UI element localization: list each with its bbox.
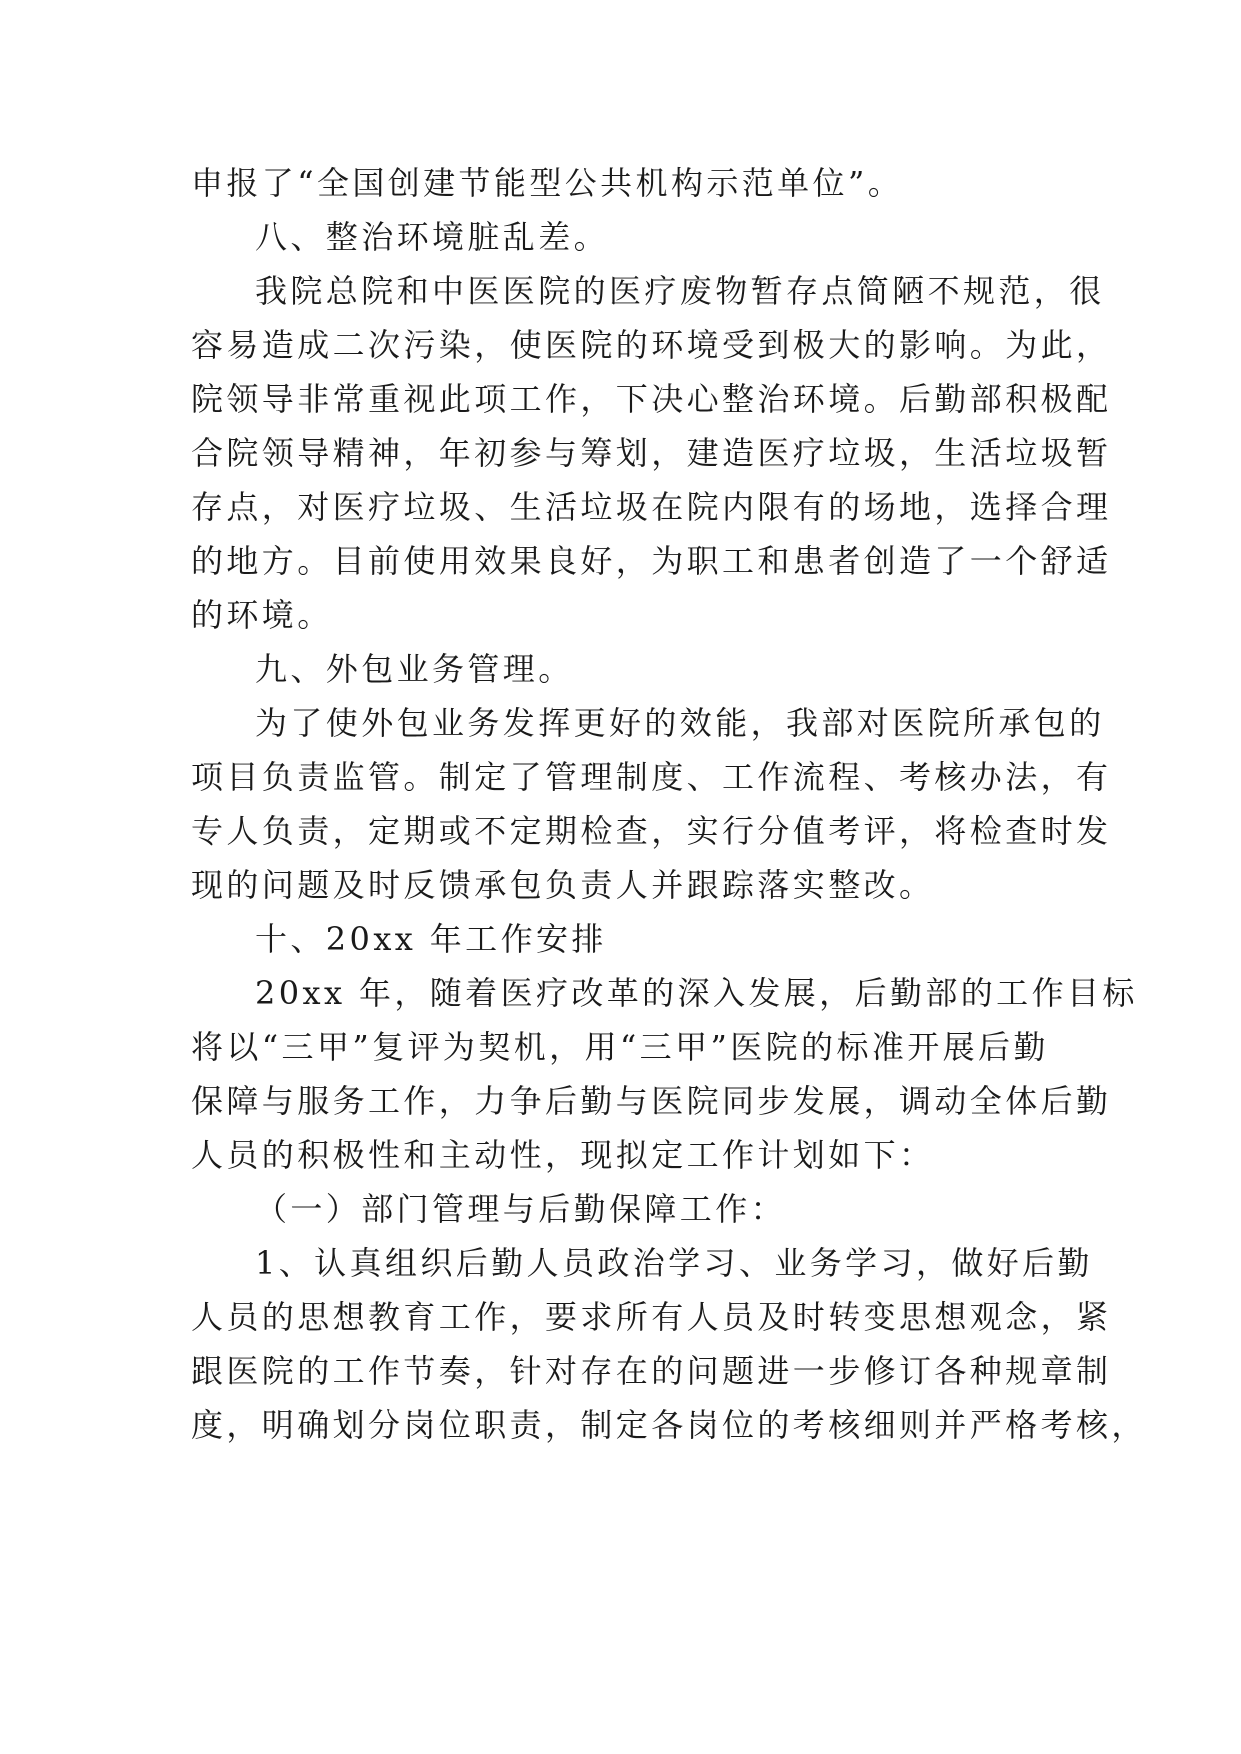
text-line: 八、整治环境脏乱差。 (255, 218, 610, 256)
text-line: 专人负责，定期或不定期检查，实行分值考评，将检查时发 (191, 812, 1112, 850)
text-line: 人员的积极性和主动性，现拟定工作计划如下： (191, 1136, 935, 1174)
text-line: 保障与服务工作，力争后勤与医院同步发展，调动全体后勤 (191, 1082, 1112, 1120)
text-line: 将以“三甲”复评为契机，用“三甲”医院的标准开展后勤 (191, 1028, 1049, 1066)
text-line: 跟医院的工作节奏，针对存在的问题进一步修订各种规章制 (191, 1352, 1112, 1390)
text-line: 的环境。 (191, 596, 333, 634)
text-line: 合院领导精神，年初参与筹划，建造医疗垃圾，生活垃圾暂 (191, 434, 1112, 472)
text-line: 度，明确划分岗位职责，制定各岗位的考核细则并严格考核， (191, 1406, 1147, 1444)
text-line: 人员的思想教育工作，要求所有人员及时转变思想观念，紧 (191, 1298, 1112, 1336)
text-line: 为了使外包业务发挥更好的效能，我部对医院所承包的 (255, 704, 1105, 742)
text-line: 院领导非常重视此项工作，下决心整治环境。后勤部积极配 (191, 380, 1112, 418)
text-line: （一）部门管理与后勤保障工作： (255, 1190, 787, 1228)
text-line: 申报了“全国创建节能型公共机构示范单位”。 (191, 164, 904, 202)
text-line: 十、20xx 年工作安排 (255, 920, 607, 958)
text-line: 九、外包业务管理。 (255, 650, 574, 688)
text-line: 20xx 年，随着医疗改革的深入发展，后勤部的工作目标 (255, 974, 1138, 1012)
text-line: 我院总院和中医医院的医疗废物暂存点简陋不规范，很 (255, 272, 1105, 310)
text-line: 项目负责监管。制定了管理制度、工作流程、考核办法，有 (191, 758, 1112, 796)
document-body (191, 156, 1147, 1452)
text-line: 现的问题及时反馈承包负责人并跟踪落实整改。 (191, 866, 935, 904)
text-line: 的地方。目前使用效果良好，为职工和患者创造了一个舒适 (191, 542, 1112, 580)
text-line: 1、认真组织后勤人员政治学习、业务学习，做好后勤 (255, 1244, 1093, 1282)
text-line: 容易造成二次污染，使医院的环境受到极大的影响。为此， (191, 326, 1112, 364)
text-line: 存点，对医疗垃圾、生活垃圾在院内限有的场地，选择合理 (191, 488, 1112, 526)
